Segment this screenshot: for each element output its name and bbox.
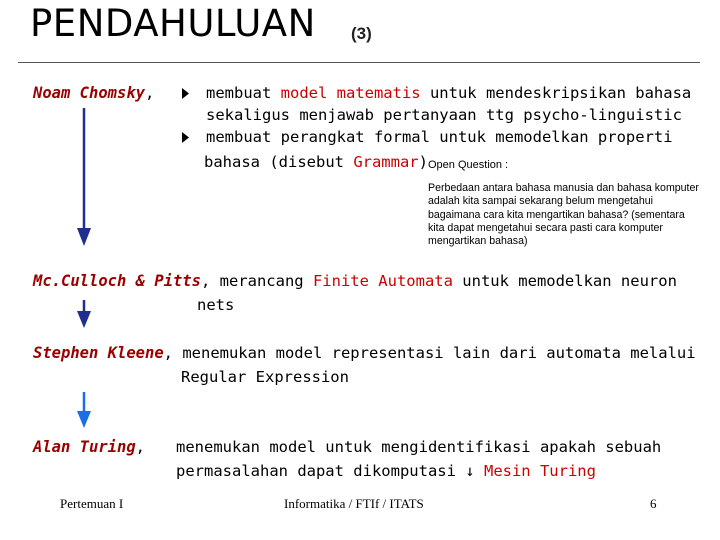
chomsky-bullet2-line2: bahasa (disebut Grammar) (204, 153, 428, 171)
mcculloch-line2: nets (197, 296, 235, 314)
turing-name-line: Alan Turing, (33, 438, 145, 456)
down-arrow-icon (77, 108, 91, 246)
highlight-model-matematis: model matematis (280, 84, 421, 102)
highlight-finite-automata: Finite Automata (312, 272, 453, 290)
chomsky-bullet1-line1: membuat model matematis untuk mendeskripsikan bahasa (206, 84, 692, 102)
open-question-label: Open Question : (428, 159, 509, 171)
page-title: PENDAHULUAN (30, 2, 316, 45)
kleene-name: Stephen Kleene (33, 344, 164, 362)
mcculloch-line1: Mc.Culloch & Pitts, merancang Finite Automata untuk memodelkan neuron (33, 272, 677, 290)
chomsky-line1 (33, 84, 154, 102)
highlight-grammar: Grammar (353, 153, 419, 171)
kleene-line1: Stephen Kleene, menemukan model representasi lain dari automata melalui (33, 344, 696, 362)
highlight-mesin-turing: Mesin Turing (483, 462, 596, 480)
open-question-note: Perbedaan antara bahasa manusia dan bahasa komputer adalah kita sampai sekarang belum mengetahui bagaimana cara kita mengartikan bahasa? (sementara kita dapat mengetahui secara pasti cara komputer mengartikan bahasa) (428, 182, 699, 248)
arrow-symbol-icon: ↓ (465, 462, 475, 480)
down-arrow-icon (77, 300, 91, 328)
turing-line2: permasalahan dapat dikomputasi ↓ Mesin Turing (176, 462, 596, 480)
footer-center: Informatika / FTIf / ITATS (284, 496, 424, 511)
kleene-line2: Regular Expression (181, 368, 349, 386)
bullet-arrow-icon (181, 132, 190, 143)
turing-name: Alan Turing (33, 438, 136, 456)
footer-left: Pertemuan I (60, 496, 124, 511)
chomsky-name: Noam Chomsky (33, 84, 145, 102)
mcculloch-name: Mc.Culloch & Pitts (33, 272, 201, 290)
page-title-number: (3) (351, 24, 372, 43)
bullet-arrow-icon (181, 88, 190, 99)
chomsky-bullet1-line2: sekaligus menjawab pertanyaan ttg psycho-linguistic (206, 106, 682, 124)
chomsky-bullet2-line1: membuat perangkat formal untuk memodelkan properti (206, 128, 673, 146)
chomsky-sep: , (144, 84, 155, 102)
page-number: 6 (650, 496, 657, 511)
down-arrow-icon (77, 392, 91, 428)
turing-line1: menemukan model untuk mengidentifikasi apakah sebuah (176, 438, 662, 456)
